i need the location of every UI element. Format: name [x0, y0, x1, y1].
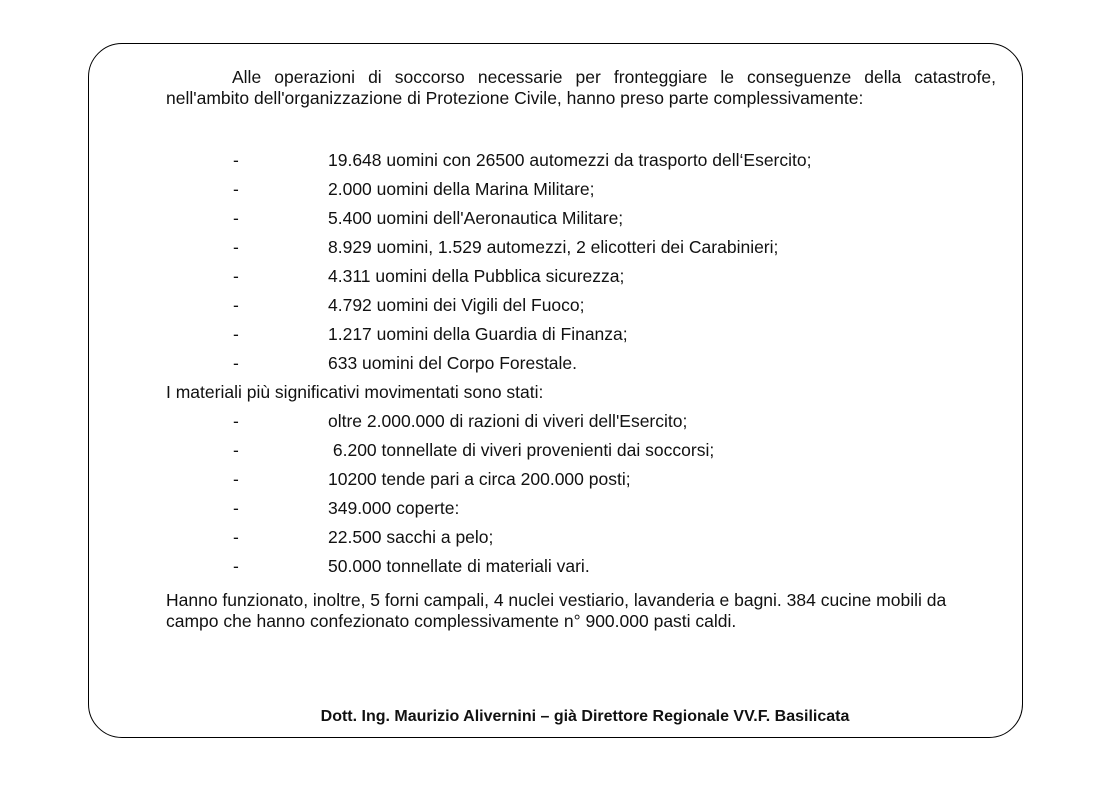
slide-content [166, 67, 996, 632]
list-item-text: 10200 tende pari a circa 200.000 posti; [328, 469, 631, 489]
list-item [166, 436, 996, 465]
list-item [166, 523, 996, 552]
list-item-text: 1.217 uomini della Guardia di Finanza; [328, 324, 628, 344]
list-item-text: 8.929 uomini, 1.529 automezzi, 2 elicotteri dei Carabinieri; [328, 237, 779, 257]
list-dash: - [233, 295, 239, 315]
list-item [166, 407, 996, 436]
signature: Dott. Ing. Maurizio Alivernini – già Direttore Regionale VV.F. Basilicata [320, 708, 850, 725]
list-item [166, 349, 996, 378]
list-dash: - [233, 208, 239, 228]
list-item-text: 5.400 uomini dell'Aeronautica Militare; [328, 208, 624, 228]
list-item-text: 6.200 tonnellate di viveri provenienti dai soccorsi; [328, 440, 715, 460]
materials-list [166, 407, 996, 581]
list-dash: - [233, 527, 239, 547]
list-dash: - [233, 237, 239, 257]
list-item-text: 2.000 uomini della Marina Militare; [328, 179, 595, 199]
list-dash: - [233, 324, 239, 344]
list-dash: - [233, 179, 239, 199]
list-item [166, 175, 996, 204]
list-item [166, 494, 996, 523]
list-item [166, 465, 996, 494]
personnel-list [166, 146, 996, 378]
list-item-text: 22.500 sacchi a pelo; [328, 527, 494, 547]
list-dash: - [233, 150, 239, 170]
list-dash: - [233, 353, 239, 373]
list-item [166, 320, 996, 349]
list-item-text: 50.000 tonnellate di materiali vari. [328, 556, 590, 576]
list-dash: - [233, 266, 239, 286]
intro-paragraph: Alle operazioni di soccorso necessarie per fronteggiare le conseguenze della catastrofe, nell'ambito dell'organizzazione di Protezione Civile, hanno preso parte complessivamente: [166, 67, 996, 108]
list-item-text: 349.000 coperte: [328, 498, 460, 518]
list-item-text: oltre 2.000.000 di razioni di viveri dell'Esercito; [328, 411, 688, 431]
list-dash: - [233, 498, 239, 518]
list-dash: - [233, 440, 239, 460]
list-item-text: 19.648 uomini con 26500 automezzi da trasporto dell‘Esercito; [328, 150, 812, 170]
list-item [166, 552, 996, 581]
list-dash: - [233, 556, 239, 576]
list-item [166, 233, 996, 262]
materials-heading: I materiali più significativi movimentati sono stati: [166, 382, 544, 402]
list-item [166, 204, 996, 233]
list-item [166, 146, 996, 175]
closing-paragraph: Hanno funzionato, inoltre, 5 forni campali, 4 nuclei vestiario, lavanderia e bagni. 384 cucine mobili da campo che hanno confezionato complessivamente n° 900.000 pasti caldi. [166, 590, 947, 631]
list-item-text: 633 uomini del Corpo Forestale. [328, 353, 578, 373]
list-dash: - [233, 411, 239, 431]
list-item [166, 291, 996, 320]
list-item-text: 4.311 uomini della Pubblica sicurezza; [328, 266, 625, 286]
list-item [166, 262, 996, 291]
list-item-text: 4.792 uomini dei Vigili del Fuoco; [328, 295, 585, 315]
list-dash: - [233, 469, 239, 489]
